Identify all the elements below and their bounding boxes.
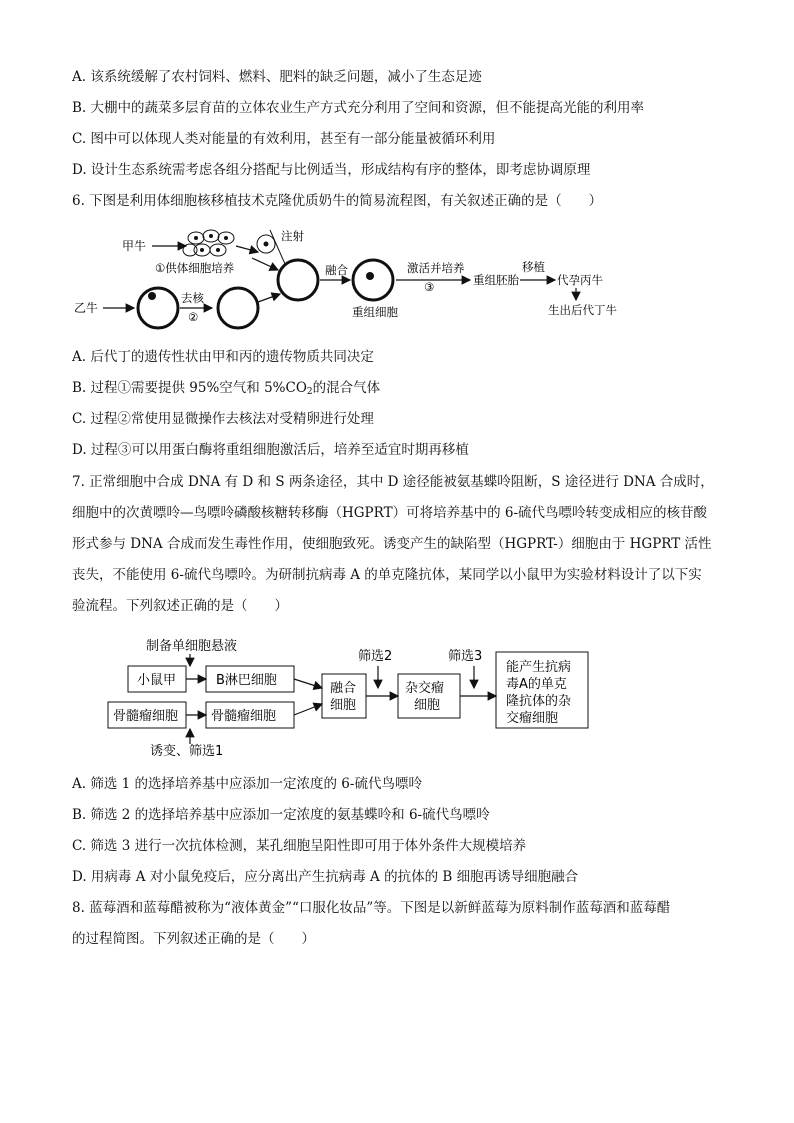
q7-stem-line-4: 丧失，不能使用 6-硫代鸟嘌呤。为研制抗病毒 A 的单克隆抗体，某同学以小鼠甲为实验材料设计了以下实 <box>72 567 702 583</box>
q6-label-zhushe: 注射 <box>281 229 304 243</box>
q7-box-final-1: 能产生抗病 <box>506 660 572 675</box>
q6-label-n3: ③ <box>424 280 435 294</box>
q7-stem-line-2: 细胞中的次黄嘌呤—鸟嘌呤磷酸核糖转移酶（HGPRT）可将培养基中的 6-硫代鸟嘌呤转变成相应的核苷酸 <box>72 505 708 521</box>
q7-label-sel3: 筛选3 <box>448 649 483 664</box>
q6-option-a: A. 后代丁的遗传性状由甲和丙的遗传物质共同决定 <box>72 349 374 365</box>
q5-option-d: D. 设计生态系统需考虑各组分搭配与比例适当，形成结构有序的整体，即考虑协调原理 <box>72 162 591 178</box>
q6-label-jia: 甲牛 <box>122 239 147 253</box>
oocyte-icon <box>138 288 178 328</box>
q7-option-a: A. 筛选 1 的选择培养基中应添加一定浓度的 6-硫代鸟嘌呤 <box>72 776 422 792</box>
enucleated-oocyte-icon <box>218 288 258 328</box>
q7-box-marrow-2: 骨髓瘤细胞 <box>211 709 277 724</box>
q6-label-chongzu-cell: 重组细胞 <box>352 305 398 319</box>
q6-label-ronghe: 融合 <box>325 263 348 277</box>
q7-box-final-3: 隆抗体的杂 <box>506 694 572 709</box>
q6-label-transplant: 移植 <box>522 260 545 274</box>
q6-label-n2: ② <box>188 310 199 324</box>
q6-option-d: D. 过程③可以用蛋白酶将重组细胞激活后，培养至适宜时期再移植 <box>72 442 469 458</box>
q8-stem-line-1: 8. 蓝莓酒和蓝莓醋被称为“液体黄金”“口服化妆品”等。下图是以新鲜蓝莓为原料制作蓝莓酒和蓝莓醋 <box>72 900 671 916</box>
q7-box-final-4: 交瘤细胞 <box>506 711 559 726</box>
q7-stem-line-5: 验流程。下列叙述正确的是（ ） <box>72 598 288 614</box>
q7-box-fusion-2: 细胞 <box>330 698 357 713</box>
q6-label-ding: 生出后代丁牛 <box>548 303 617 317</box>
q7-option-d: D. 用病毒 A 对小鼠免疫后，应分离出产生抗病毒 A 的抗体的 B 细胞再诱导细胞融合 <box>72 869 579 885</box>
q7-stem-line-3: 形式参与 DNA 合成而发生毒性作用，使细胞致死。诱变产生的缺陷型（HGPRT-）细胞由于 HGPRT 活性 <box>72 536 712 552</box>
q5-option-c: C. 图中可以体现人类对能量的有效利用，甚至有一部分能量被循环利用 <box>72 131 496 147</box>
q7-box-hyb-1: 杂交瘤 <box>405 681 445 696</box>
q6-label-quhe: 去核 <box>181 291 204 305</box>
q7-box-final-2: 毒A的单克 <box>506 677 567 692</box>
injected-oocyte-icon <box>278 260 318 300</box>
q8-stem-line-2: 的过程简图。下列叙述正确的是（ ） <box>72 931 315 947</box>
q7-label-mutate: 诱变、筛选1 <box>150 744 224 759</box>
q7-label-prep: 制备单细胞悬液 <box>146 639 238 654</box>
q6-cloning-diagram <box>0 222 794 332</box>
q6-label-step1: ①供体细胞培养 <box>155 261 235 275</box>
q6-option-c: C. 过程②常使用显微操作去核法对受精卵进行处理 <box>72 411 374 427</box>
q7-stem-line-1: 7. 正常细胞中合成 DNA 有 D 和 S 两条途径，其中 D 途径能被氨基蝶呤阻断，S 途径进行 DNA 合成时， <box>72 474 714 490</box>
q6-option-b: B. 过程①需要提供 95%空气和 $5\%CO_2$的混合气体 <box>72 380 381 397</box>
q5-option-a: A. 该系统缓解了农村饲料、燃料、肥料的缺乏问题，减小了生态足迹 <box>72 69 482 85</box>
q5-option-b: B. 大棚中的蔬菜多层育苗的立体农业生产方式充分利用了空间和资源，但不能提高光能的利用率 <box>72 100 645 116</box>
q7-hybridoma-flowchart <box>0 628 794 768</box>
q6-label-yi: 乙牛 <box>74 301 99 315</box>
q7-option-c: C. 筛选 3 进行一次抗体检测，某孔细胞呈阳性即可用于体外条件大规模培养 <box>72 838 527 854</box>
donor-cell-icon <box>257 235 275 253</box>
q6-stem: 6. 下图是利用体细胞核移植技术克隆优质奶牛的简易流程图，有关叙述正确的是（ ） <box>72 193 603 209</box>
q7-box-fusion-1: 融合 <box>330 681 357 696</box>
q7-box-hyb-2: 细胞 <box>414 698 441 713</box>
q6-label-activate: 激活并培养 <box>407 261 465 275</box>
q7-box-marrow-1: 骨髓瘤细胞 <box>113 709 179 724</box>
donor-cells-icon <box>183 230 234 256</box>
q7-box-mouse: 小鼠甲 <box>137 673 177 688</box>
q7-box-bcell: B淋巴细胞 <box>216 673 277 688</box>
q6-label-embryo: 重组胚胎 <box>473 273 519 287</box>
q7-label-sel2: 筛选2 <box>358 649 393 664</box>
reconstructed-cell-icon <box>353 260 393 300</box>
q6-label-bing: 代孕丙牛 <box>557 273 603 287</box>
q7-option-b: B. 筛选 2 的选择培养基中应添加一定浓度的氨基蝶呤和 6-硫代鸟嘌呤 <box>72 807 490 823</box>
